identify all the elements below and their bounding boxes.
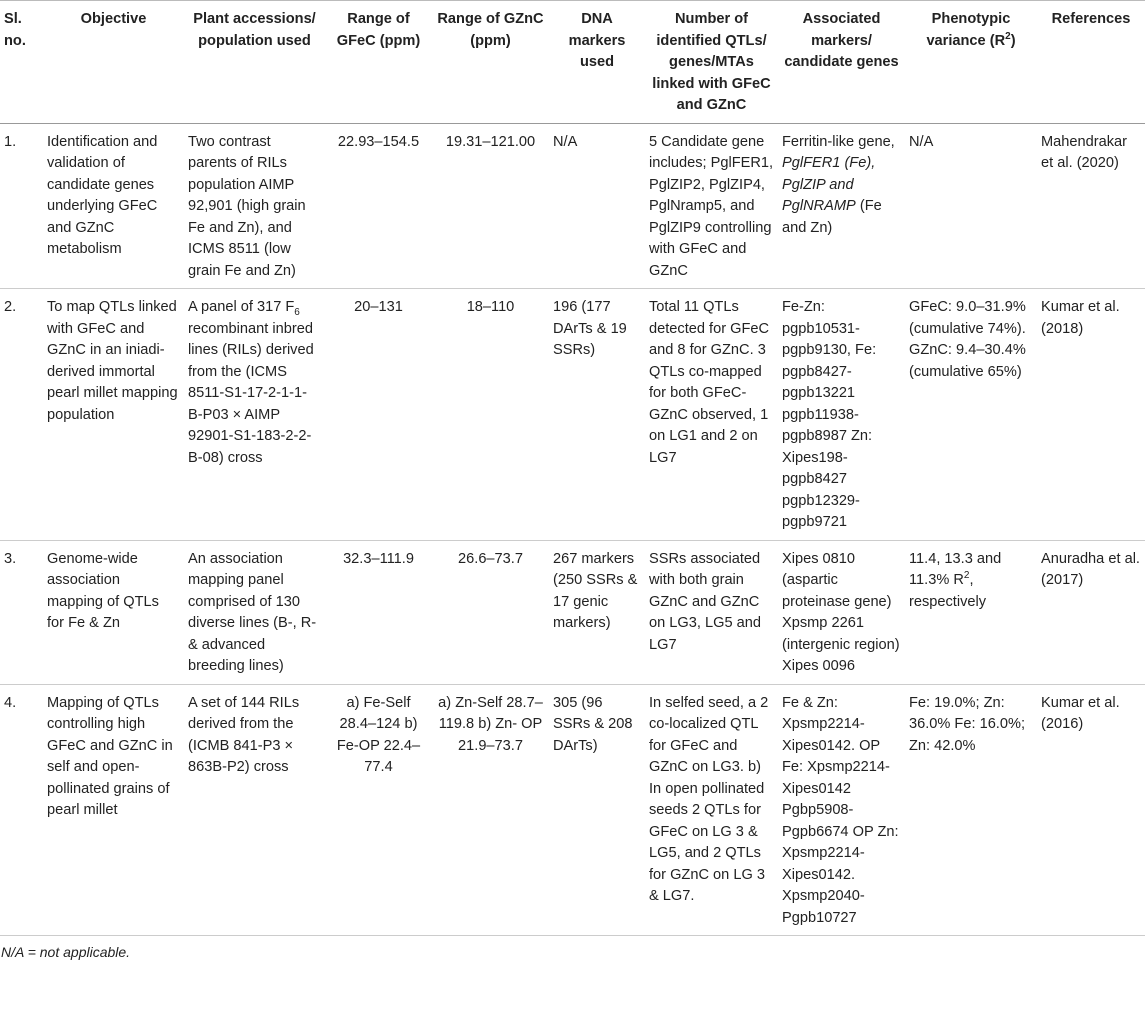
header-gfec: Range of GFeC (ppm) bbox=[336, 11, 421, 49]
header-gznc: Range of GZnC (ppm) bbox=[437, 11, 544, 49]
table-footnote: N/A = not applicable. bbox=[1, 944, 131, 960]
cell-qtls: SSRs associated with both grain GZnC and GZnC on LG3, LG5 and LG7 bbox=[649, 550, 761, 653]
cell-objective: Mapping of QTLs controlling high GFeC and GZnC in self and open-pollinated grains of pearl millet bbox=[47, 694, 173, 818]
cell-associated: Fe & Zn: Xpsmp2214-Xipes0142. OP Fe: Xpsmp2214-Xipes0142 Pgbp5908-Pgpb6674 OP Zn: Xpsmp2214-Xipes0142. Xpsmp2040-Pgpb10727 bbox=[782, 694, 899, 926]
cell-qtls: 5 Candidate gene includes; PglFER1, PglZIP2, PglZIP4, PglNramp5, and PglZIP9 controlling with GFeC and GZnC bbox=[649, 133, 774, 279]
cell-qtls: In selfed seed, a 2 co-localized QTL for GFeC and GZnC on LG3. b) In open pollinated seeds 2 QTLs for GFeC on LG 3 & LG5, and 2 QTLs for GZnC on LG 3 & LG7. bbox=[649, 694, 769, 904]
cell-no: 3. bbox=[4, 550, 17, 567]
variance-text: 11.4, 13.3 and 11.3% R bbox=[909, 550, 1002, 588]
assoc-text: Ferritin-like gene, bbox=[782, 133, 895, 150]
header-close: ) bbox=[1010, 32, 1016, 49]
cell-variance: Fe: 19.0%; Zn: 36.0% Fe: 16.0%; Zn: 42.0% bbox=[909, 694, 1026, 754]
cell-variance: N/A bbox=[909, 133, 934, 150]
cell-reference: Kumar et al. (2016) bbox=[1041, 694, 1120, 732]
variance-text: , respectively bbox=[909, 572, 987, 610]
population-text: recombinant inbred lines (RILs) derived from the (ICMS 8511-S1-17-2-1-1-B-P03 × AIMP 92901-S1-183-2-2-B-08) cross bbox=[188, 320, 314, 466]
cell-gfec: a) Fe-Self 28.4–124 b) Fe-OP 22.4–77.4 bbox=[336, 694, 421, 775]
cell-population bbox=[184, 289, 325, 541]
cell-no: 4. bbox=[4, 694, 17, 711]
header-sup: 2 bbox=[1005, 30, 1011, 42]
variance-superscript: 2 bbox=[963, 570, 970, 582]
header-dna-markers: DNA markers used bbox=[568, 11, 626, 70]
population-subscript: 6 bbox=[294, 306, 300, 318]
header-associated-markers: Associated markers/ candidate genes bbox=[784, 11, 899, 70]
cell-qtls: Total 11 QTLs detected for GFeC and 8 for GZnC. 3 QTLs co-mapped for both GFeC-GZnC observed, 1 on LG1 and 2 on LG7 bbox=[649, 299, 770, 466]
cell-population: Two contrast parents of RILs population AIMP 92,901 (high grain Fe and Zn), and ICMS 8511 (low grain Fe and Zn) bbox=[188, 133, 306, 279]
cell-associated: Xipes 0810 (aspartic proteinase gene) Xpsmp 2261 (intergenic region) Xipes 0096 bbox=[782, 550, 900, 674]
header-objective: Objective bbox=[80, 11, 147, 27]
cell-gznc: a) Zn-Self 28.7–119.8 b) Zn- OP 21.9–73.7 bbox=[438, 694, 543, 754]
header-phenotypic-variance bbox=[905, 1, 1037, 124]
cell-reference: Anuradha et al. (2017) bbox=[1041, 550, 1140, 588]
cell-reference: Kumar et al. (2018) bbox=[1041, 299, 1120, 337]
header-row bbox=[0, 1, 1145, 124]
cell-gznc: 26.6–73.7 bbox=[458, 550, 523, 567]
cell-reference: Mahendrakar et al. (2020) bbox=[1041, 133, 1127, 171]
cell-no: 1. bbox=[4, 133, 17, 150]
cell-no: 2. bbox=[4, 299, 17, 315]
cell-gfec: 20–131 bbox=[354, 299, 403, 315]
cell-gznc: 18–110 bbox=[466, 299, 515, 315]
population-text: A panel of 317 F bbox=[188, 299, 295, 315]
cell-gfec: 22.93–154.5 bbox=[337, 133, 420, 150]
cell-objective: Genome-wide association mapping of QTLs for Fe & Zn bbox=[47, 550, 159, 631]
cell-variance: GFeC: 9.0–31.9% (cumulative 74%). GZnC: 9.4–30.4% (cumulative 65%) bbox=[909, 299, 1026, 380]
cell-gfec: 32.3–111.9 bbox=[343, 550, 414, 567]
table-row bbox=[0, 540, 1145, 684]
header-qtls: Number of identified QTLs/ genes/MTAs linked with GFeC and GZnC bbox=[652, 11, 771, 113]
table-row bbox=[0, 684, 1145, 936]
cell-population: A set of 144 RILs derived from the (ICMB 841-P3 × 863B-P2) cross bbox=[188, 694, 300, 775]
table-row bbox=[0, 289, 1145, 541]
cell-variance bbox=[905, 540, 1037, 684]
cell-markers: 267 markers (250 SSRs & 17 genic markers) bbox=[553, 550, 638, 631]
cell-markers: 305 (96 SSRs & 208 DArTs) bbox=[553, 694, 633, 754]
cell-gznc: 19.31–121.00 bbox=[445, 133, 536, 150]
cell-associated: Fe-Zn: pgpb10531-pgpb9130, Fe: pgpb8427-pgpb13221 pgpb11938-pgpb8987 Zn: Xipes198-pgpb8427 pgpb12329-pgpb9721 bbox=[782, 299, 877, 530]
assoc-gene-names: PglFER1 (Fe), PglZIP and PglNRAMP bbox=[782, 155, 876, 214]
table-row bbox=[0, 123, 1145, 289]
header-sl-no: Sl. no. bbox=[4, 11, 26, 49]
header-references: References bbox=[1051, 11, 1131, 27]
cell-associated bbox=[778, 123, 905, 289]
assoc-text: (Fe and Zn) bbox=[782, 198, 882, 236]
header-population: Plant accessions/ population used bbox=[193, 11, 316, 49]
header-phenotypic-variance-text: Phenotypic variance (R bbox=[926, 11, 1011, 49]
cell-markers: N/A bbox=[553, 133, 578, 150]
cell-objective: To map QTLs linked with GFeC and GZnC in an iniadi-derived immortal pearl millet mapping population bbox=[47, 299, 178, 423]
cell-population: An association mapping panel comprised of 130 diverse lines (B-, R- & advanced breeding lines) bbox=[188, 550, 317, 674]
cell-objective: Identification and validation of candidate genes underlying GFeC and GZnC metabolism bbox=[47, 133, 158, 257]
cell-markers: 196 (177 DArTs & 19 SSRs) bbox=[553, 299, 627, 358]
